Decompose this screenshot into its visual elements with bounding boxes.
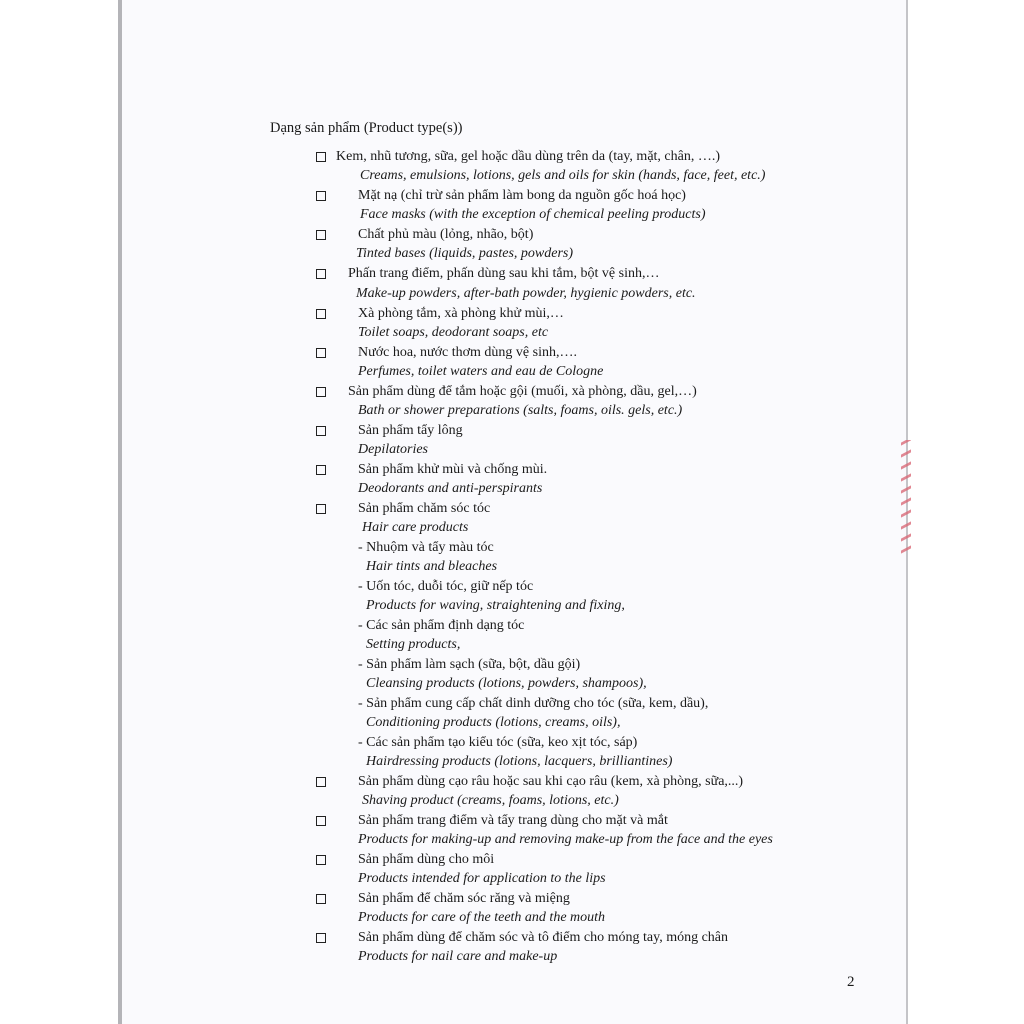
subitem-vi-hairdressing: - Các sản phẩm tạo kiểu tóc (sữa, keo xịt tóc, sáp) xyxy=(358,735,638,750)
item-vi-toilet-soaps: Xà phòng tắm, xà phòng khử mùi,… xyxy=(358,306,564,321)
subitem-vi-conditioning: - Sản phẩm cung cấp chất dinh dưỡng cho tóc (sữa, kem, dầu), xyxy=(358,696,709,711)
page-number: 2 xyxy=(847,974,855,990)
item-vi-deodorants: Sản phẩm khử mùi và chống mùi. xyxy=(358,462,548,477)
item-vi-lips: Sản phẩm dùng cho môi xyxy=(358,852,495,867)
item-en-toilet-soaps: Toilet soaps, deodorant soaps, etc xyxy=(358,325,549,340)
checkbox-make-up-powders[interactable] xyxy=(316,269,326,279)
subitem-vi-cleansing: - Sản phẩm làm sạch (sữa, bột, dầu gội) xyxy=(358,657,581,672)
document-page xyxy=(118,0,908,1024)
item-vi-tinted-bases: Chất phủ màu (lỏng, nhão, bột) xyxy=(358,227,534,242)
subitem-en-setting: Setting products, xyxy=(366,637,461,652)
item-vi-bath-preparations: Sản phẩm dùng để tắm hoặc gội (muối, xà phòng, dầu, gel,…) xyxy=(348,384,697,399)
checkbox-tinted-bases[interactable] xyxy=(316,230,326,240)
checkbox-creams[interactable] xyxy=(316,152,326,162)
subitem-vi-waving: - Uốn tóc, duỗi tóc, giữ nếp tóc xyxy=(358,579,534,594)
item-vi-creams: Kem, nhũ tương, sữa, gel hoặc dầu dùng trên da (tay, mặt, chân, ….) xyxy=(336,149,721,164)
item-vi-shaving: Sản phẩm dùng cạo râu hoặc sau khi cạo râu (kem, xà phòng, sữa,...) xyxy=(358,774,744,789)
item-en-creams: Creams, emulsions, lotions, gels and oils for skin (hands, face, feet, etc.) xyxy=(360,168,766,183)
subitem-en-cleansing: Cleansing products (lotions, powders, shampoos), xyxy=(366,676,647,691)
checkbox-hair-care[interactable] xyxy=(316,504,326,514)
checkbox-face-masks[interactable] xyxy=(316,191,326,201)
checkbox-bath-preparations[interactable] xyxy=(316,387,326,397)
item-en-perfumes: Perfumes, toilet waters and eau de Cologne xyxy=(358,364,604,379)
checkbox-perfumes[interactable] xyxy=(316,348,326,358)
subitem-en-waving: Products for waving, straightening and fixing, xyxy=(366,598,625,613)
checkbox-teeth-mouth[interactable] xyxy=(316,894,326,904)
checkbox-shaving[interactable] xyxy=(316,777,326,787)
item-en-shaving: Shaving product (creams, foams, lotions, etc.) xyxy=(362,793,619,808)
item-en-face-masks: Face masks (with the exception of chemical peeling products) xyxy=(360,207,706,222)
section-heading: Dạng sản phẩm (Product type(s)) xyxy=(270,120,463,136)
checkbox-deodorants[interactable] xyxy=(316,465,326,475)
item-en-hair-care: Hair care products xyxy=(362,520,469,535)
item-en-lips: Products intended for application to the lips xyxy=(358,871,606,886)
item-vi-hair-care: Sản phẩm chăm sóc tóc xyxy=(358,501,491,516)
item-en-teeth-mouth: Products for care of the teeth and the mouth xyxy=(358,910,606,925)
checkbox-toilet-soaps[interactable] xyxy=(316,309,326,319)
subitem-en-hairdressing: Hairdressing products (lotions, lacquers, brilliantines) xyxy=(366,754,673,769)
item-vi-teeth-mouth: Sản phẩm để chăm sóc răng và miệng xyxy=(358,891,570,906)
subitem-vi-setting: - Các sản phẩm định dạng tóc xyxy=(358,618,525,633)
item-en-tinted-bases: Tinted bases (liquids, pastes, powders) xyxy=(356,246,574,261)
subitem-en-hair-tints: Hair tints and bleaches xyxy=(366,559,498,574)
item-en-bath-preparations: Bath or shower preparations (salts, foams, oils. gels, etc.) xyxy=(358,403,683,418)
checkbox-nail-care[interactable] xyxy=(316,933,326,943)
item-en-depilatories: Depilatories xyxy=(358,442,428,457)
checkbox-lips[interactable] xyxy=(316,855,326,865)
item-en-deodorants: Deodorants and anti-perspirants xyxy=(358,481,543,496)
item-vi-nail-care: Sản phẩm dùng để chăm sóc và tô điểm cho móng tay, móng chân xyxy=(358,930,729,945)
checkbox-make-up-face-eyes[interactable] xyxy=(316,816,326,826)
subitem-en-conditioning: Conditioning products (lotions, creams, oils), xyxy=(366,715,621,730)
item-en-make-up-face-eyes: Products for making-up and removing make-up from the face and the eyes xyxy=(358,832,773,847)
item-vi-make-up-face-eyes: Sản phẩm trang điểm và tẩy trang dùng cho mặt và mắt xyxy=(358,813,668,828)
edge-stamp-mark xyxy=(900,440,912,580)
item-vi-perfumes: Nước hoa, nước thơm dùng vệ sinh,…. xyxy=(358,345,577,360)
item-vi-depilatories: Sản phẩm tẩy lông xyxy=(358,423,463,438)
checkbox-depilatories[interactable] xyxy=(316,426,326,436)
item-vi-make-up-powders: Phấn trang điểm, phấn dùng sau khi tắm, bột vệ sinh,… xyxy=(348,266,660,281)
item-en-nail-care: Products for nail care and make-up xyxy=(358,949,558,964)
item-en-make-up-powders: Make-up powders, after-bath powder, hygienic powders, etc. xyxy=(356,286,696,301)
item-vi-face-masks: Mặt nạ (chỉ trừ sản phẩm làm bong da nguồn gốc hoá học) xyxy=(358,188,686,203)
subitem-vi-hair-tints: - Nhuộm và tẩy màu tóc xyxy=(358,540,494,555)
